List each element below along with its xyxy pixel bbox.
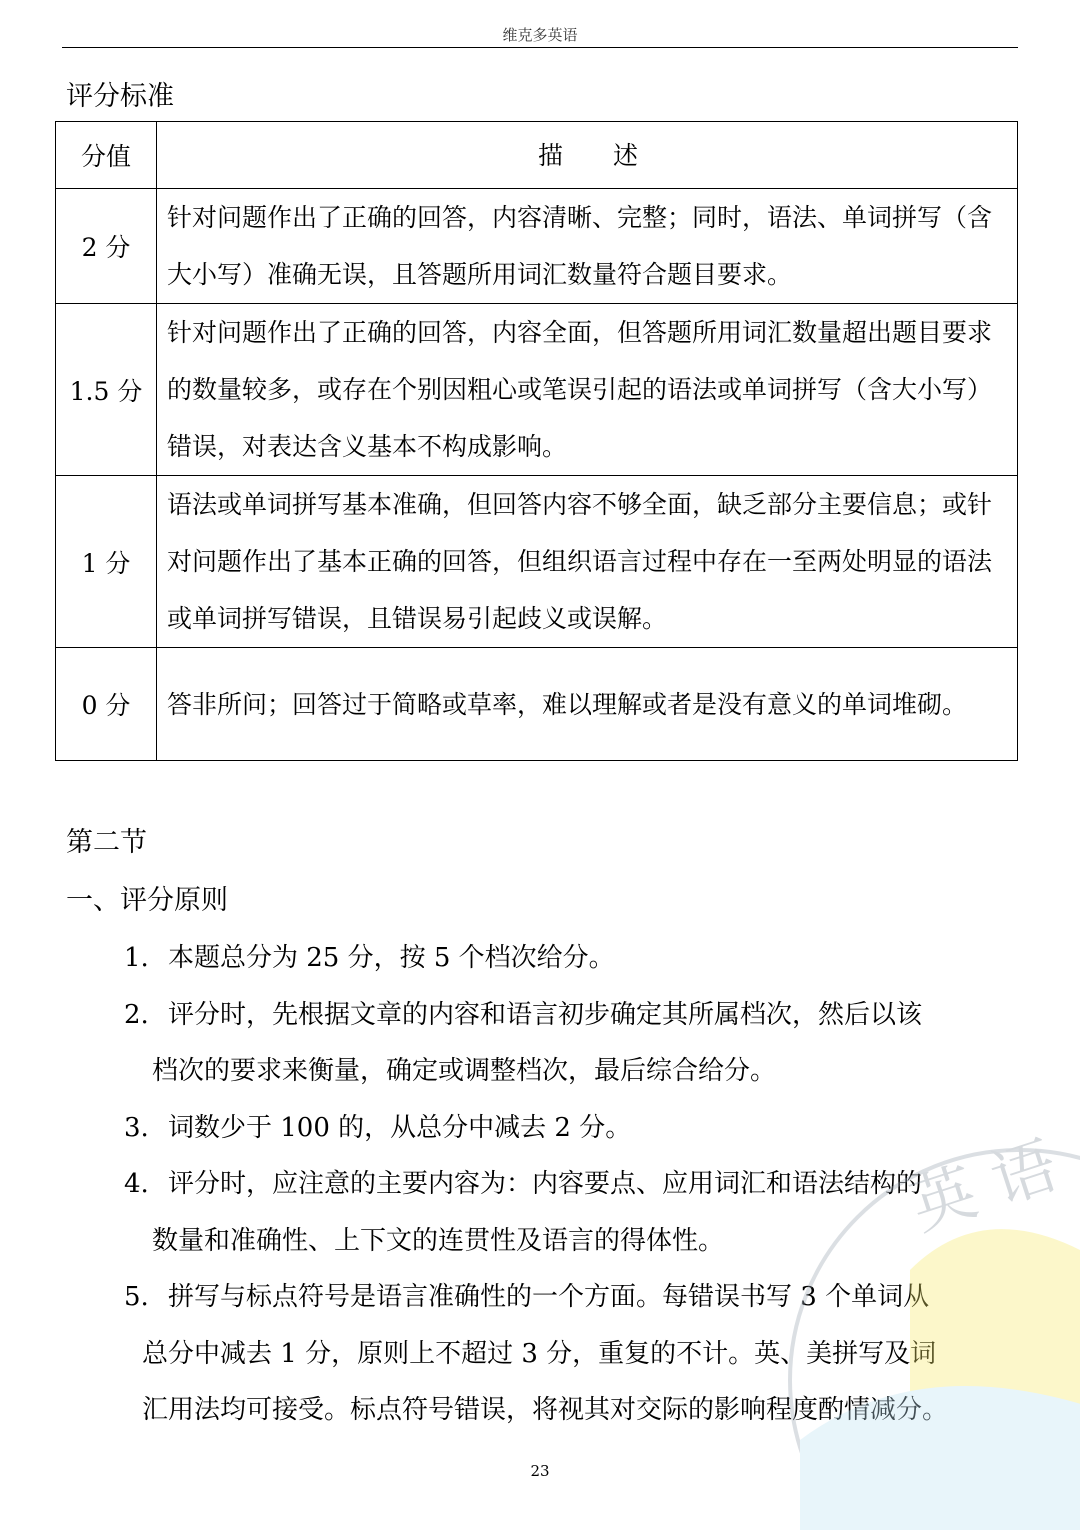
page-number: 23 — [530, 1462, 550, 1480]
row-description: 语法或单词拼写基本准确，但回答内容不够全面，缺乏部分主要信息；或针对问题作出了基本正确的回答，但组织语言过程中存在一至两处明显的语法或单词拼写错误，且错误易引起歧义或误解。 — [157, 476, 1018, 648]
list-item — [124, 930, 1024, 987]
section2-subtitle: 一、评分原则 — [66, 885, 228, 916]
row-score: 0 分 — [56, 648, 157, 761]
rule-number: 2. — [124, 999, 149, 1030]
rule-text-cont: 档次的要求来衡量，确定或调整档次，最后综合给分。 — [152, 1056, 777, 1086]
rule-text-cont2: 汇用法均可接受。标点符号错误，将视其对交际的影响程度酌情减分。 — [142, 1395, 949, 1425]
table-row — [56, 476, 1018, 648]
rule-text: 词数少于 100 的，从总分中减去 2 分。 — [168, 1112, 632, 1143]
table-row — [56, 189, 1018, 304]
row-score: 1.5 分 — [56, 304, 157, 476]
row-description: 针对问题作出了正确的回答，内容全面，但答题所用词汇数量超出题目要求的数量较多，或存在个别因粗心或笔误引起的语法或单词拼写（含大小写）错误，对表达含义基本不构成影响。 — [157, 304, 1018, 476]
rule-text-cont: 数量和准确性、上下文的连贯性及语言的得体性。 — [152, 1225, 725, 1256]
row-description: 针对问题作出了正确的回答，内容清晰、完整；同时，语法、单词拼写（含大小写）准确无误，且答题所用词汇数量符合题目要求。 — [157, 189, 1018, 304]
watermark-wave-shape — [800, 1386, 1080, 1530]
table-row — [56, 304, 1018, 476]
section2-title: 第二节 — [66, 827, 147, 858]
rule-text: 评分时，应注意的主要内容为：内容要点、应用词汇和语法结构的 — [168, 1169, 923, 1199]
rule-number: 1. — [124, 943, 149, 973]
header-rule — [62, 47, 1018, 48]
rule-text: 评分时，先根据文章的内容和语言初步确定其所属档次，然后以该 — [168, 999, 923, 1030]
rule-text: 拼写与标点符号是语言准确性的一个方面。每错误书写 3 个单词从 — [168, 1282, 930, 1312]
header-score: 分值 — [56, 122, 157, 189]
page-header: 维克多英语 — [502, 26, 578, 44]
rule-text-cont: 总分中减去 1 分，原则上不超过 3 分，重复的不计。英、美拼写及词 — [142, 1338, 937, 1369]
row-score: 2 分 — [56, 189, 157, 304]
watermark-text: 英 语 — [902, 1128, 1067, 1246]
scoring-table — [55, 121, 1018, 761]
row-score: 1 分 — [56, 476, 157, 648]
rule-text: 本题总分为 25 分，按 5 个档次给分。 — [168, 943, 615, 973]
rule-number: 4. — [124, 1169, 149, 1199]
table-row — [56, 648, 1018, 761]
table-header-row — [56, 122, 1018, 189]
rule-number: 3. — [124, 1112, 149, 1143]
scoring-title: 评分标准 — [66, 81, 174, 112]
row-description: 答非所问；回答过于简略或草率，难以理解或者是没有意义的单词堆砌。 — [157, 648, 1018, 761]
rule-number: 5. — [124, 1282, 149, 1312]
header-description: 描 述 — [157, 122, 1018, 189]
list-item — [124, 987, 1024, 1100]
